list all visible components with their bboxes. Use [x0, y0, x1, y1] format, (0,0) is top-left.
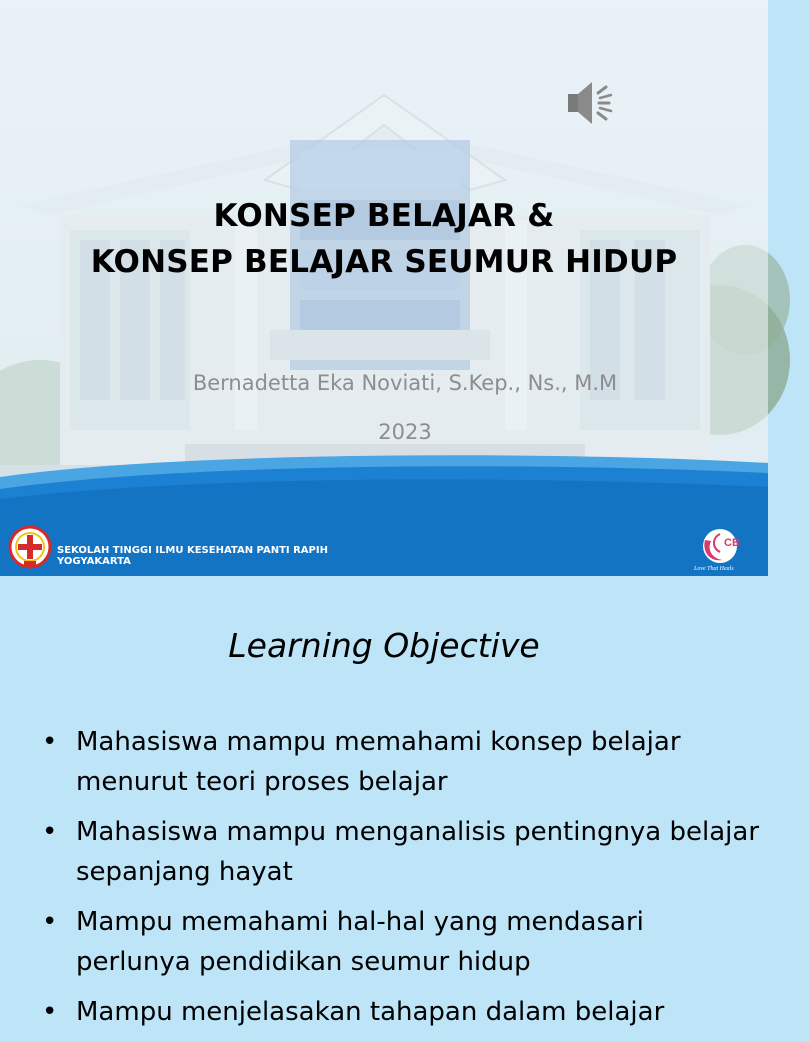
institution-line-2: YOGYAKARTA — [57, 556, 131, 567]
title-line-1: KONSEP BELAJAR & — [213, 198, 555, 234]
institution-line-1: SEKOLAH TINGGI ILMU KESEHATAN PANTI RAPIH — [57, 545, 328, 556]
slide-title — [0, 193, 768, 285]
objective-item-4: • Mampu menjelasakan tahapan dalam belajar — [42, 992, 762, 1032]
objective-item-1: • Mahasiswa mampu memahami konsep belajar menurut teori proses belajar — [42, 722, 762, 802]
slide2-title: Learning Objective — [228, 626, 540, 665]
cb-logo-motto: Love That Heals — [694, 566, 734, 572]
year: 2023 — [378, 420, 432, 444]
objective-list — [42, 722, 762, 1042]
objective-item-3: • Mampu memahami hal-hal yang mendasari perlunya pendidikan seumur hidup — [42, 902, 762, 982]
title-line-2: KONSEP BELAJAR SEUMUR HIDUP — [90, 244, 678, 280]
learning-objective-slide — [0, 576, 768, 1027]
cb-logo — [690, 526, 752, 572]
cb-logo-text: CB — [724, 537, 740, 549]
author-name: Bernadetta Eka Noviati, S.Kep., Ns., M.M — [192, 371, 618, 395]
speaker-volume-icon[interactable] — [566, 78, 618, 128]
stikes-logo — [8, 525, 52, 569]
institution-name — [57, 545, 328, 567]
objective-item-2: • Mahasiswa mampu menganalisis pentingnya belajar sepanjang hayat — [42, 812, 762, 892]
